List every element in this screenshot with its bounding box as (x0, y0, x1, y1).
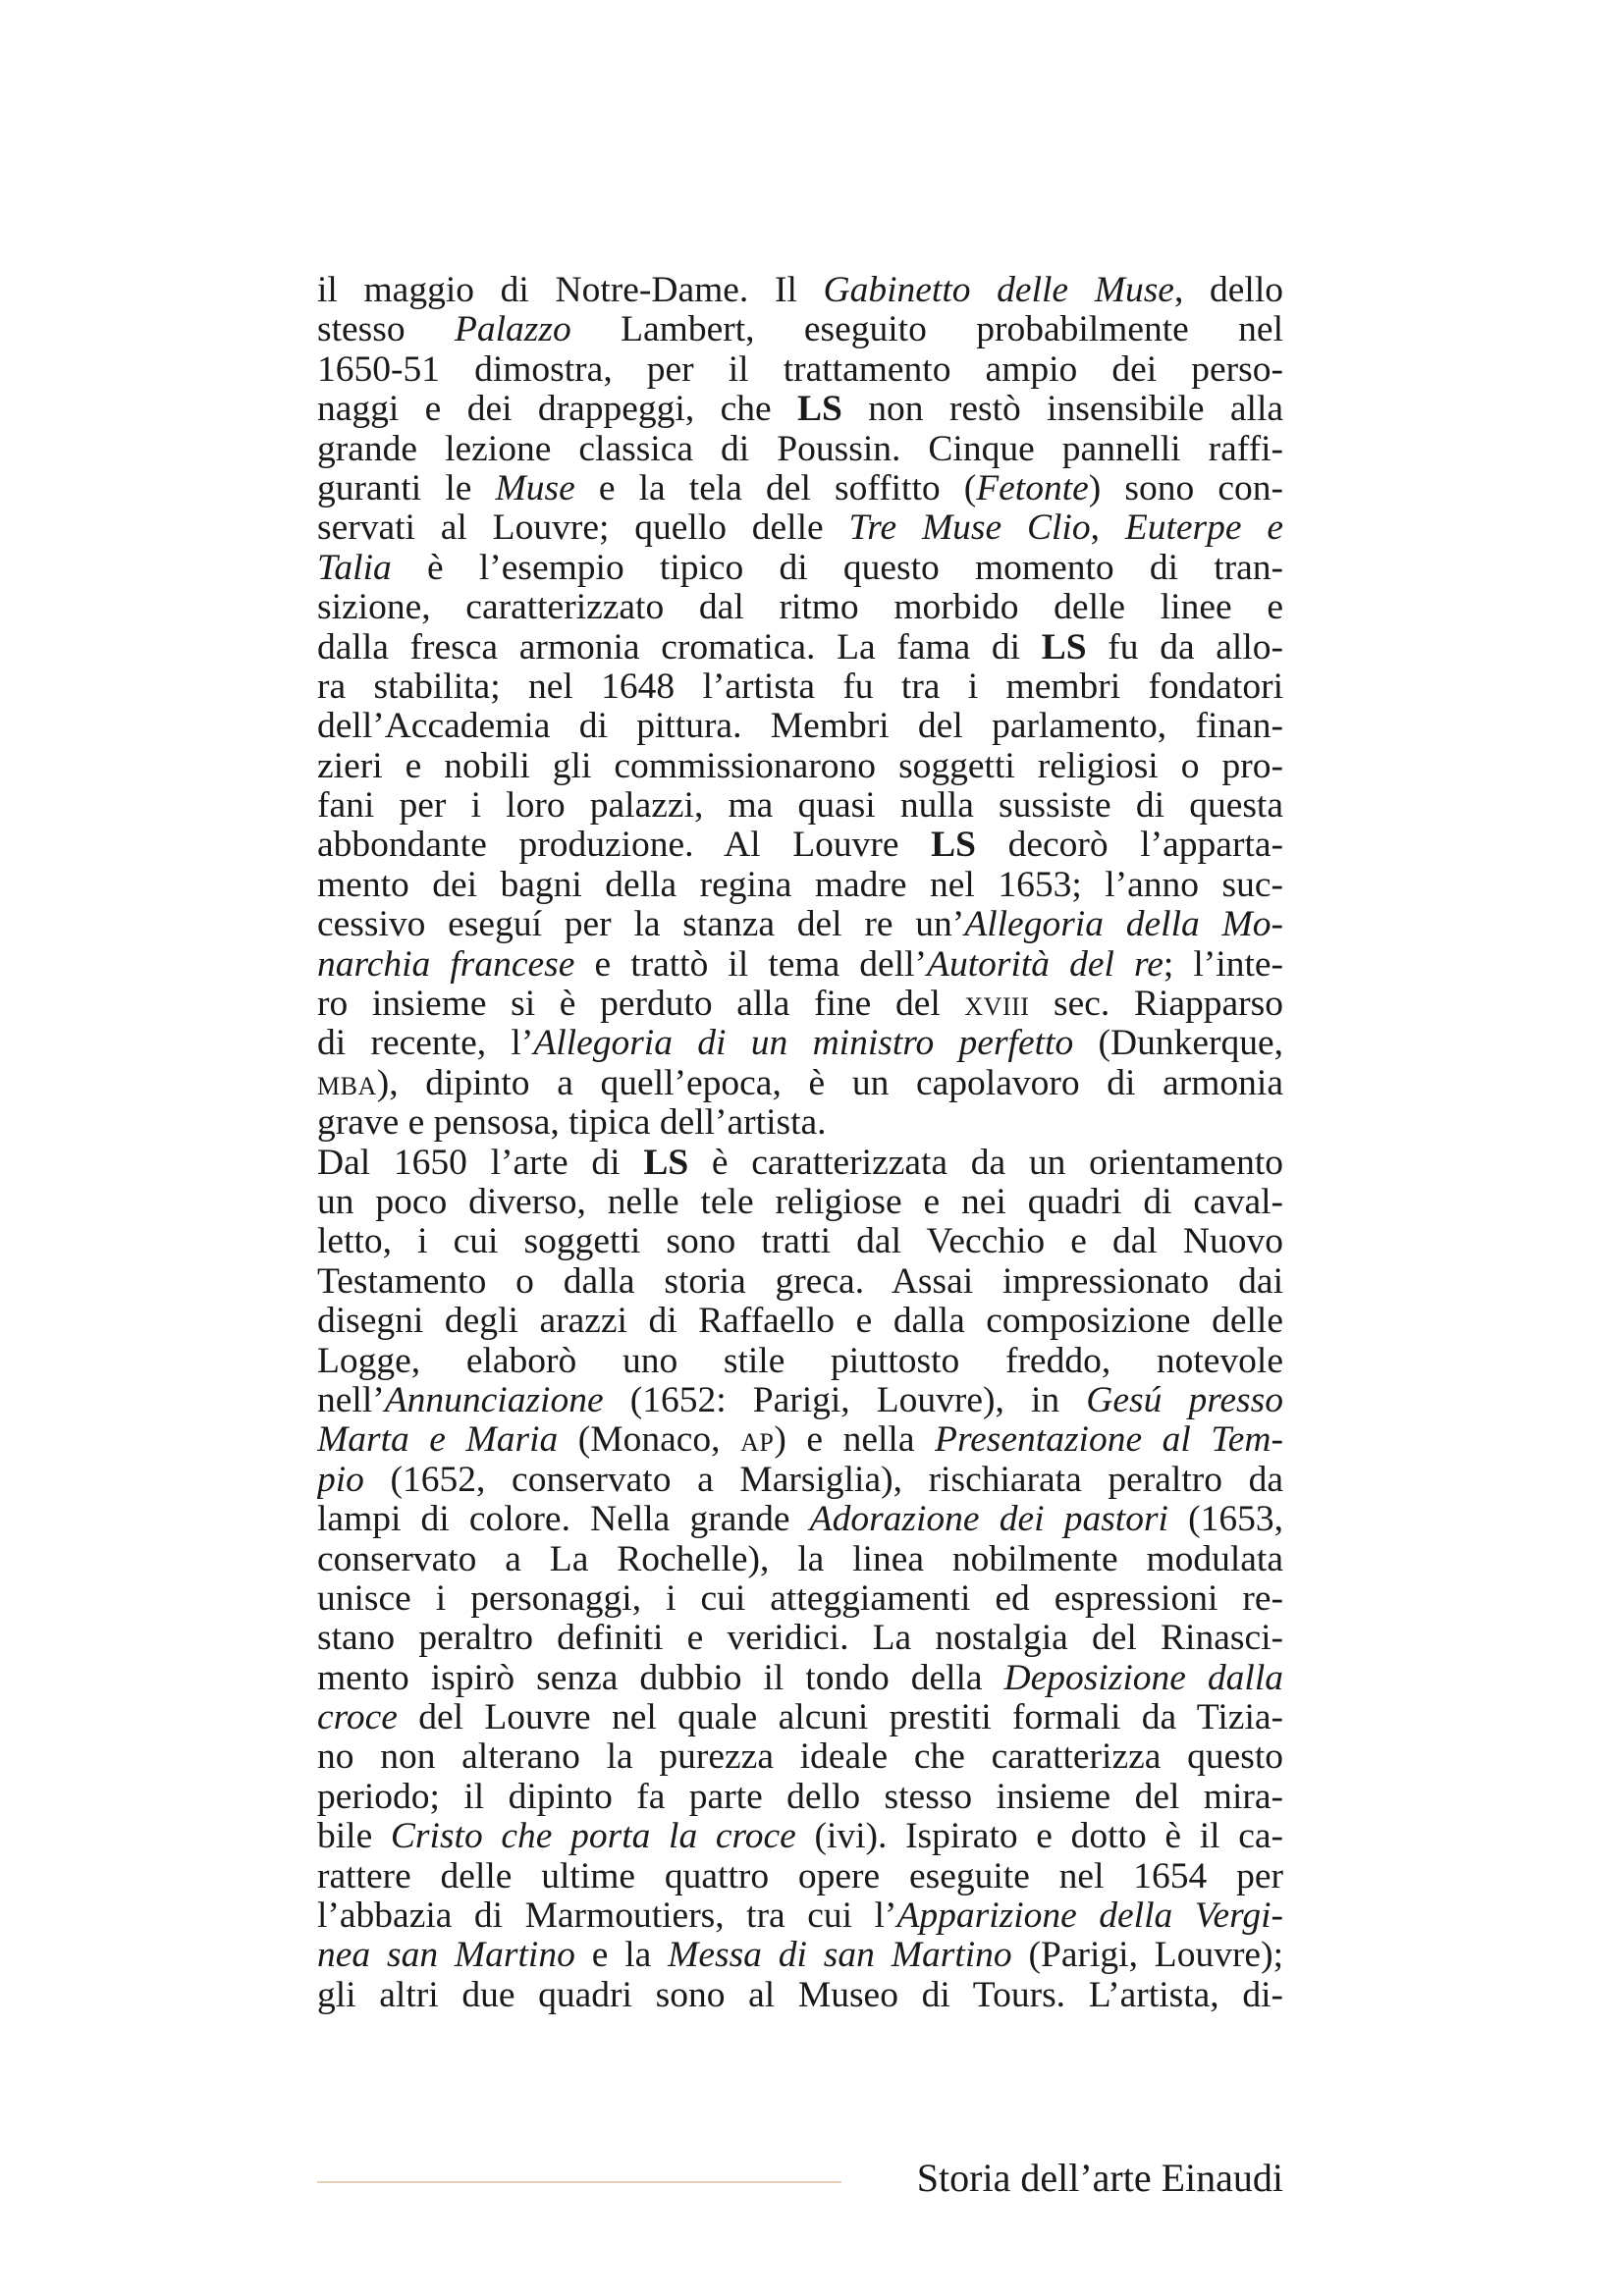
italic-title: Annunciazione (384, 1380, 604, 1420)
text-run: sec. Riapparso (1029, 985, 1283, 1025)
text-run: (Parigi, Louvre); (1011, 1936, 1283, 1976)
text-line (317, 1024, 1283, 1063)
text-run: è caratterizzata da un orientamento (688, 1143, 1283, 1183)
text-run: dalla fresca armonia cromatica. La fama di (317, 627, 1042, 667)
text-run: sizione, caratterizzato dal ritmo morbido delle linee e (317, 588, 1283, 628)
italic-title: Presentazione al Tem- (935, 1420, 1283, 1461)
small-caps-text: xviii (964, 985, 1030, 1025)
text-line (317, 549, 1283, 588)
italic-title: Cristo che porta la croce (390, 1817, 796, 1857)
italic-title: Palazzo (454, 310, 571, 350)
text-run: e trattò il tema dell’ (574, 944, 928, 985)
author-abbrev: LS (796, 390, 842, 430)
text-run: Dal 1650 l’arte di (317, 1143, 644, 1183)
text-run: zieri e nobili gli commissionarono soggetti religiosi o pro- (317, 746, 1283, 786)
footer-rule (317, 2181, 841, 2183)
text-line (317, 945, 1283, 985)
text-line (317, 866, 1283, 905)
text-run: ) sono con- (1088, 468, 1283, 508)
text-run: (ivi). Ispirato e dotto è il ca- (795, 1817, 1283, 1857)
text-run: (Monaco, (558, 1420, 741, 1461)
text-run: 1650-51 dimostra, per il trattamento ampio dei perso- (317, 349, 1283, 390)
text-run: nell’ (317, 1380, 385, 1420)
italic-title: Allegoria di un ministro perfetto (533, 1024, 1074, 1064)
text-run: di recente, l’ (317, 1024, 534, 1064)
text-run: (1653, (1167, 1500, 1283, 1540)
text-line (317, 1500, 1283, 1539)
text-run: Lambert, eseguito probabilmente nel (570, 310, 1283, 350)
text-line (317, 667, 1283, 707)
text-line (317, 1420, 1283, 1460)
text-run: conservato a La Rochelle), la linea nobilmente modulata (317, 1539, 1283, 1579)
text-line (317, 1857, 1283, 1896)
text-line (317, 390, 1283, 429)
italic-title: nea san Martino (317, 1936, 575, 1976)
text-run: , (1090, 508, 1125, 549)
text-run: bile (317, 1817, 391, 1857)
text-line (317, 271, 1283, 310)
text-line (317, 1302, 1283, 1341)
text-run: mento dei bagni della regina madre nel 1653; l’anno suc- (317, 865, 1283, 905)
text-run: gli altri due quadri sono al Museo di Tours. L’artista, di- (317, 1975, 1283, 2015)
author-abbrev: LS (1041, 627, 1087, 667)
text-run: lampi di colore. Nella grande (317, 1500, 810, 1540)
italic-title: Gabinetto delle Muse (823, 271, 1174, 310)
text-line (317, 905, 1283, 944)
italic-title: Tre Muse Clio (848, 508, 1091, 549)
text-line (317, 1737, 1283, 1777)
text-run: guranti le (317, 468, 496, 508)
text-run: servati al Louvre; quello delle (317, 508, 849, 549)
text-run: del Louvre nel quale alcuni prestiti formali da Tizia- (397, 1698, 1283, 1738)
text-run: stano peraltro definiti e veridici. La nostalgia del Rinasci- (317, 1619, 1283, 1659)
text-run: ), dipinto a quell’epoca, è un capolavoro di armonia (376, 1063, 1283, 1103)
text-run: , dello (1173, 271, 1283, 310)
small-caps-text: ap (740, 1420, 775, 1461)
italic-title: Apparizione della Vergi- (896, 1896, 1283, 1937)
text-line (317, 1262, 1283, 1302)
italic-title: Deposizione dalla (1003, 1658, 1283, 1698)
text-run: (1652: Parigi, Louvre), in (603, 1380, 1087, 1420)
text-line (317, 985, 1283, 1024)
italic-title: Adorazione dei pastori (809, 1500, 1168, 1540)
text-line (317, 1976, 1283, 2015)
text-line (317, 350, 1283, 390)
text-run: e la (574, 1936, 669, 1976)
text-line (317, 1778, 1283, 1817)
text-line (317, 430, 1283, 469)
italic-title: Gesú presso (1086, 1380, 1283, 1420)
text-run: rattere delle ultime quattro opere eseguite nel 1654 per (317, 1856, 1283, 1896)
italic-title: Muse (495, 468, 575, 508)
text-run: ro insieme si è perduto alla fine del (317, 985, 965, 1025)
italic-title: Messa di san Martino (668, 1936, 1012, 1976)
text-line (317, 1103, 1283, 1143)
text-line (317, 707, 1283, 746)
text-run: è l’esempio tipico di questo momento di tran- (391, 548, 1283, 588)
text-run: disegni degli arazzi di Raffaello e dalla composizione delle (317, 1302, 1283, 1342)
text-line (317, 786, 1283, 826)
text-run: grave e pensosa, tipica dell’artista. (317, 1103, 827, 1144)
text-run: Logge, elaborò uno stile piuttosto freddo, notevole (317, 1341, 1283, 1381)
text-line (317, 1936, 1283, 1975)
italic-title: Talia (317, 548, 392, 588)
italic-title: Fetonte (976, 468, 1089, 508)
text-line (317, 508, 1283, 548)
text-line (317, 1659, 1283, 1698)
text-line (317, 1064, 1283, 1103)
text-run: letto, i cui soggetti sono tratti dal Vecchio e dal Nuovo (317, 1222, 1283, 1262)
body-text (317, 271, 1283, 2015)
text-run: grande lezione classica di Poussin. Cinque pannelli raffi- (317, 429, 1283, 469)
text-run: l’abbazia di Marmoutiers, tra cui l’ (317, 1896, 897, 1937)
text-line (317, 588, 1283, 627)
text-line (317, 1342, 1283, 1381)
author-abbrev: LS (643, 1143, 689, 1183)
text-line (317, 1619, 1283, 1658)
italic-title: pio (317, 1460, 364, 1500)
text-line (317, 1579, 1283, 1619)
footer-title: Storia dell’arte Einaudi (916, 2156, 1283, 2200)
text-run: ) e nella (774, 1420, 936, 1461)
text-run: Testamento o dalla storia greca. Assai impressionato dai (317, 1261, 1283, 1302)
text-line (317, 1698, 1283, 1737)
text-line (317, 1461, 1283, 1500)
text-line (317, 1222, 1283, 1261)
text-run: fani per i loro palazzi, ma quasi nulla sussiste di questa (317, 786, 1283, 827)
text-line (317, 469, 1283, 508)
text-run: stesso (317, 310, 455, 350)
text-line (317, 826, 1283, 865)
text-run: fu da allo- (1086, 627, 1283, 667)
text-run: (1652, conservato a Marsiglia), rischiarata peraltro da (363, 1460, 1283, 1500)
text-run: periodo; il dipinto fa parte dello stesso insieme del mira- (317, 1777, 1283, 1817)
italic-title: Allegoria della Mo- (964, 905, 1283, 945)
text-run: (Dunkerque, (1073, 1024, 1283, 1064)
italic-title: croce (317, 1698, 398, 1738)
italic-title: Marta e Maria (317, 1420, 559, 1461)
small-caps-text: mba (317, 1063, 377, 1103)
text-line (317, 1183, 1283, 1222)
text-line (317, 1817, 1283, 1856)
text-line (317, 1540, 1283, 1579)
text-line (317, 1381, 1283, 1420)
text-line (317, 628, 1283, 667)
text-run: e la tela del soffitto ( (574, 468, 977, 508)
text-line (317, 1896, 1283, 1936)
text-line (317, 747, 1283, 786)
italic-title: Euterpe e (1124, 508, 1283, 549)
text-run: unisce i personaggi, i cui atteggiamenti ed espressioni re- (317, 1578, 1283, 1619)
text-run: mento ispirò senza dubbio il tondo della (317, 1658, 1004, 1698)
text-run: non restò insensibile alla (841, 390, 1283, 430)
text-run: dell’Accademia di pittura. Membri del parlamento, finan- (317, 707, 1283, 747)
text-line (317, 310, 1283, 349)
text-run: naggi e dei drappeggi, che (317, 390, 797, 430)
text-run: il maggio di Notre-Dame. Il (317, 271, 824, 310)
text-run: un poco diverso, nelle tele religiose e nei quadri di caval- (317, 1182, 1283, 1222)
author-abbrev: LS (931, 826, 976, 866)
text-run: ; l’inte- (1163, 944, 1283, 985)
italic-title: narchia francese (317, 944, 575, 985)
text-run: decorò l’apparta- (976, 826, 1283, 866)
italic-title: Autorità del re (927, 944, 1163, 985)
text-run: cessivo eseguí per la stanza del re un’ (317, 905, 965, 945)
text-run: ra stabilita; nel 1648 l’artista fu tra i membri fondatori (317, 667, 1283, 707)
text-run: no non alterano la purezza ideale che caratterizza questo (317, 1737, 1283, 1778)
text-line (317, 1144, 1283, 1183)
text-run: abbondante produzione. Al Louvre (317, 826, 932, 866)
